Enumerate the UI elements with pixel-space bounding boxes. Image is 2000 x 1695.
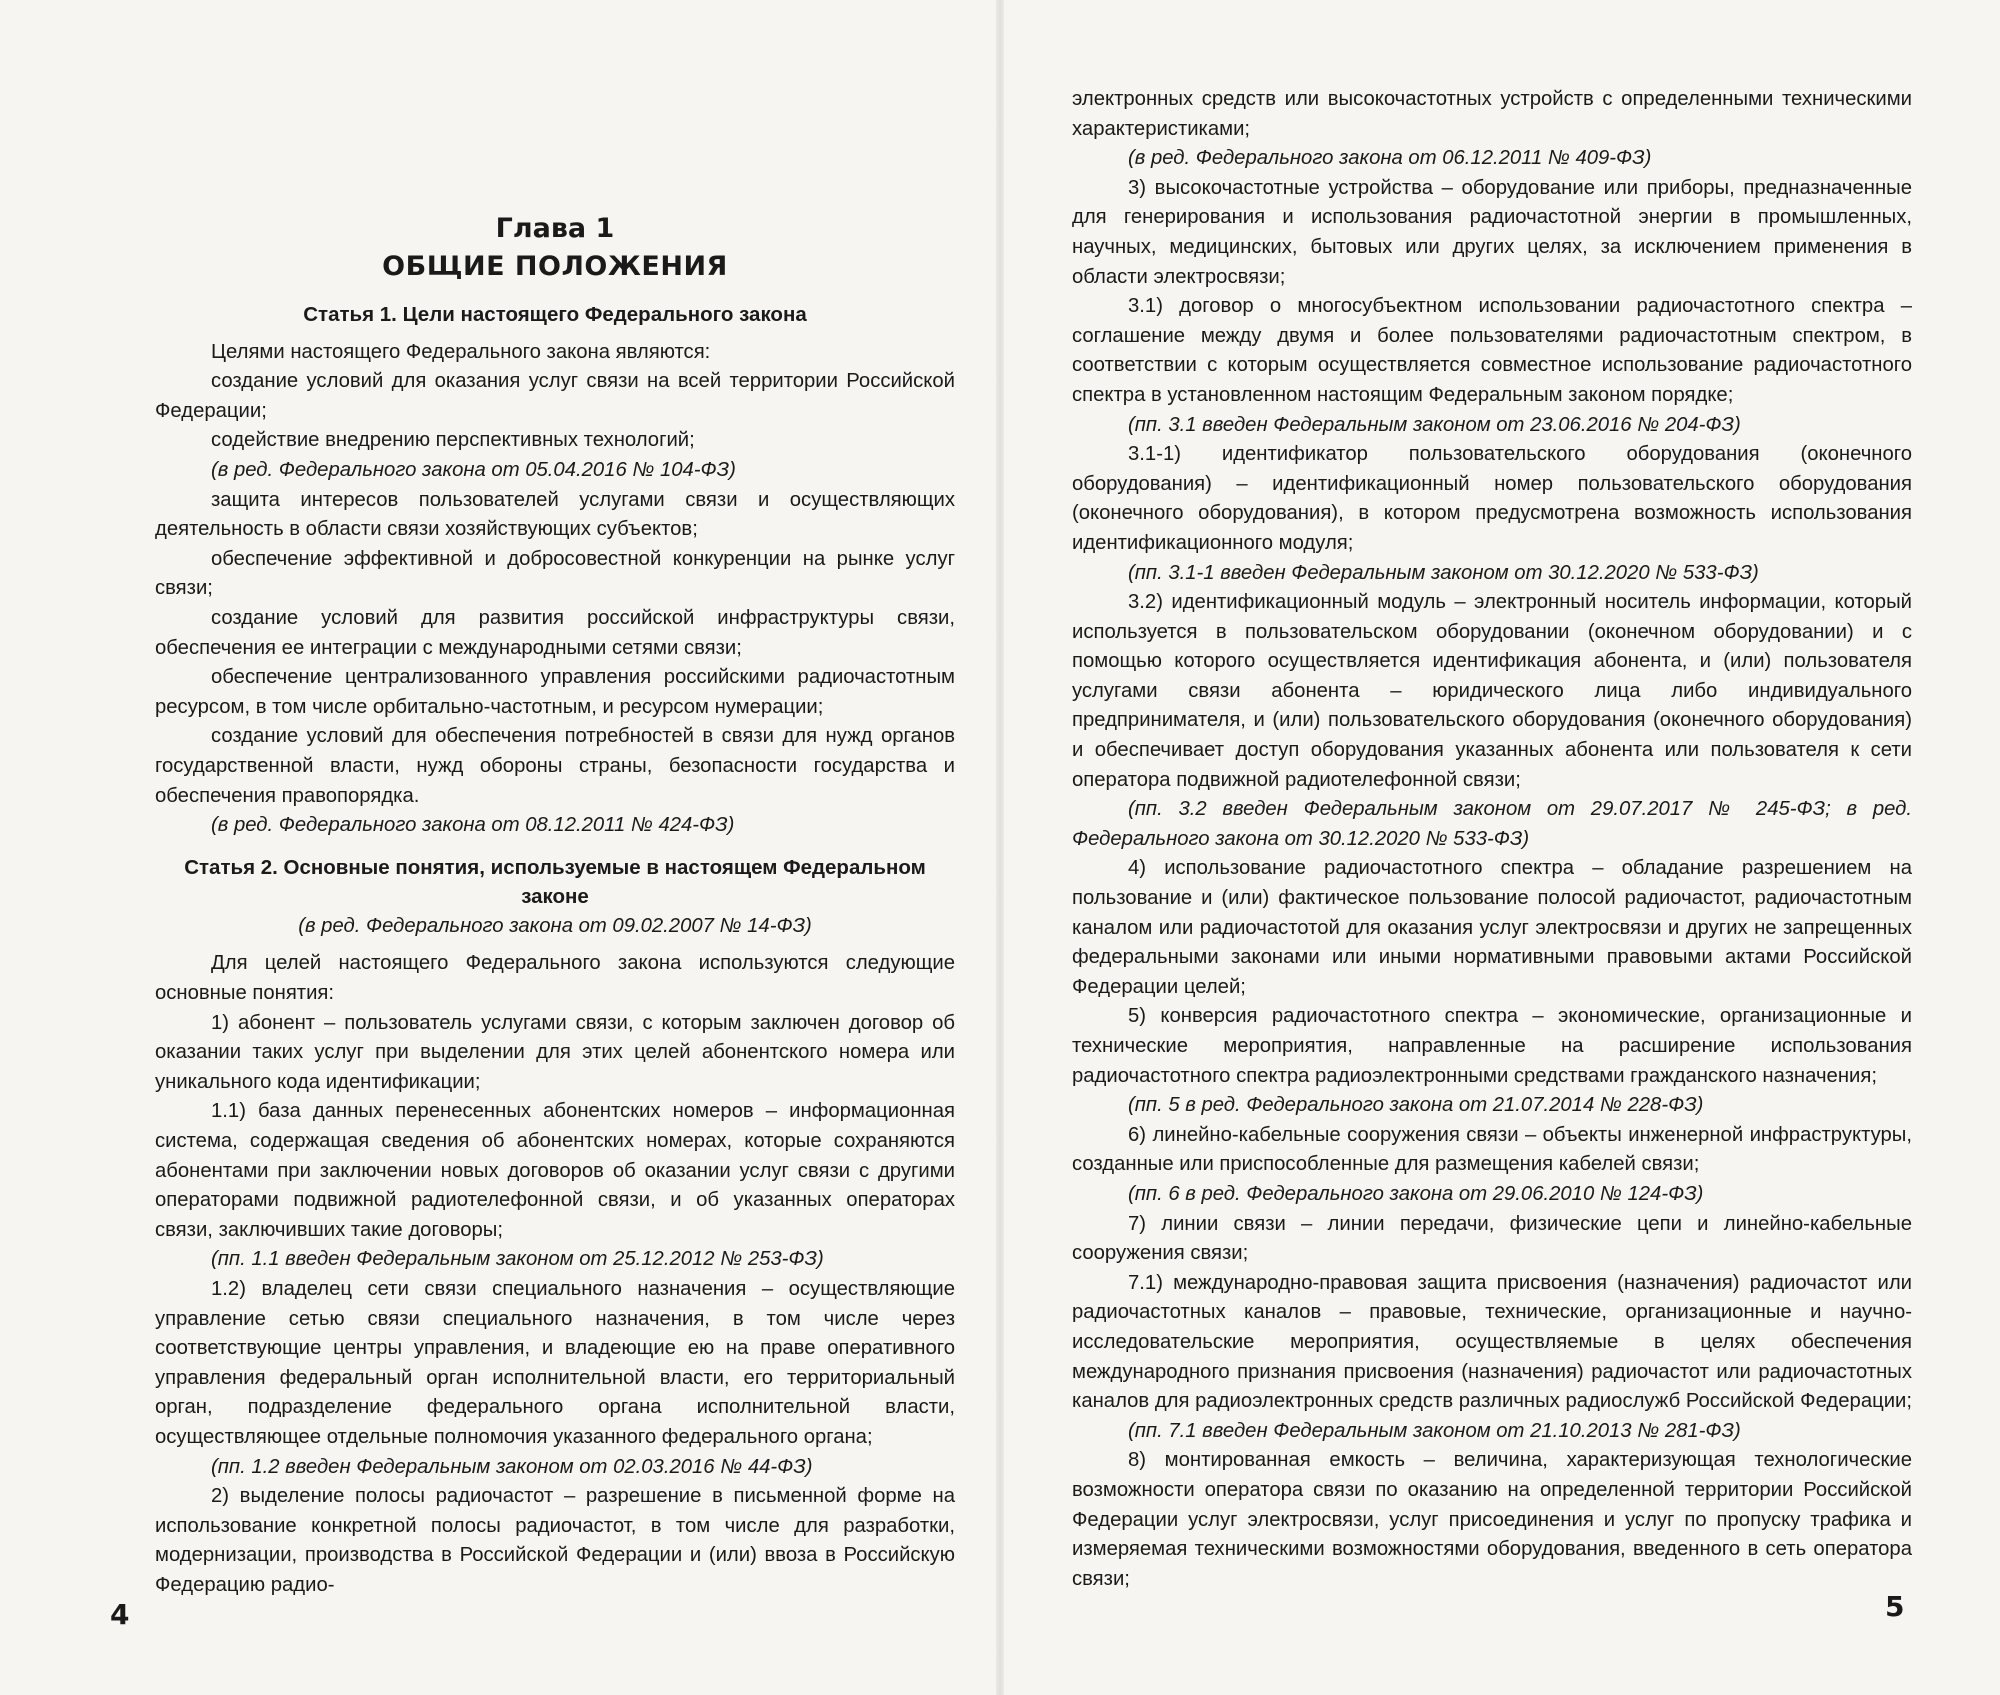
paragraph: 3.1-1) идентификатор пользовательского оборудования (оконечного оборудования) – идентификационный номер пользовательского оборудования (оконечного оборудования), в котором предусмотрена возможность использования идентификационного модуля;: [1072, 443, 1912, 554]
paragraph: обеспечение централизованного управления российскими радиочастотным ресурсом, в том числе орбитально-частотным, и ресурсом нумерации;: [155, 666, 955, 718]
amendment-note: (в ред. Федерального закона от 05.04.2016 № 104-ФЗ): [211, 458, 736, 481]
paragraph: содействие внедрению перспективных технологий;: [211, 429, 695, 452]
chapter-title: Глава 1: [495, 213, 615, 244]
amendment-note: (пп. 1.1 введен Федеральным законом от 25.12.2012 № 253-ФЗ): [211, 1248, 824, 1271]
paragraph: защита интересов пользователей услугами связи и осуществляющих деятельность в области связи хозяйствующих субъектов;: [155, 488, 955, 541]
amendment-note: (в ред. Федерального закона от 06.12.2011 № 409-ФЗ): [1128, 147, 1652, 170]
amendment-note: (пп. 7.1 введен Федеральным законом от 21.10.2013 № 281-ФЗ): [1128, 1419, 1741, 1442]
paragraph: 1) абонент – пользователь услугами связи, с которым заключен договор об оказании таких услуг при выделении для этих целей абонентского номера или уникального кода идентификации;: [155, 1011, 955, 1093]
amendment-note: (пп. 3.2 введен Федеральным законом от 29.07.2017 № 245-ФЗ; в ред. Федерального закона от 30.12.2020 № 533-ФЗ): [1072, 798, 1912, 850]
paragraph: Для целей настоящего Федерального закона используются следующие основные понятия:: [155, 952, 955, 1005]
paragraph: 1.2) владелец сети связи специального назначения – осуществляющие управление сетью связи специального назначения, в том числе через соответствующие центры управления, и владеющие ею на праве оперативного управления федеральный орган исполнительной власти, его территориальный орган, подразделение федерального органа исполнительной власти, осуществляющее отдельные полномочия указанного федерального органа;: [155, 1278, 955, 1448]
paragraph: 7) линии связи – линии передачи, физические цепи и линейно-кабельные сооружения связи;: [1072, 1212, 1912, 1265]
amendment-note: (пп. 1.2 введен Федеральным законом от 02.03.2016 № 44-ФЗ): [211, 1455, 813, 1478]
paragraph: Целями настоящего Федерального закона являются:: [211, 340, 711, 363]
paragraph: 5) конверсия радиочастотного спектра – экономические, организационные и технические мероприятия, направленные на расширение использования радиочастотного спектра радиоэлектронными средствами гражданского назначения;: [1072, 1005, 1912, 1087]
paragraph: 3.1) договор о многосубъектном использовании радиочастотного спектра – соглашение между двумя и более пользователями радиочастотным спектром, в соответствии с которым осуществляется совместное использование радиочастотного спектра в установленном настоящим Федеральным законом порядке;: [1072, 295, 1912, 406]
paragraph: 8) монтированная емкость – величина, характеризующая технологические возможности оператора связи по оказанию на определенной территории Российской Федерации услуг электросвязи, услуг присоединения и услуг по пропуску трафика и измеряемая техническими возможностями оборудования, введенного в сеть оператора связи;: [1072, 1449, 1912, 1590]
article-1-heading: Статья 1. Цели настоящего Федерального закона: [303, 303, 807, 326]
paragraph: 7.1) международно-правовая защита присвоения (назначения) радиочастот или радиочастотных каналов – правовые, технические, организационные и научно-исследовательские мероприятия, осуществляемые в целях обеспечения международного признания присвоения (назначения) радиочастот или радиочастотных каналов для радиоэлектронных средств различных радиослужб Российской Федерации;: [1072, 1271, 1913, 1413]
page-number-left: 4: [110, 1598, 130, 1631]
paragraph: 3) высокочастотные устройства – оборудование или приборы, предназначенные для генерирования и использования радиочастотной энергии в промышленных, научных, медицинских, бытовых или других целях, за исключением применения в области электросвязи;: [1072, 176, 1912, 288]
paragraph: 3.2) идентификационный модуль – электронный носитель информации, который используется в пользовательском оборудовании (оконечном оборудовании) и с помощью которого осуществляется идентификация абонента, и (или) пользователя услугами связи абонента – юридического лица либо индивидуального предпринимателя, и (или) пользовательского оборудования (оконечного оборудования) и обеспечивает доступ оборудования указанных абонента или пользователя к сети оператора подвижной радиотелефонной связи;: [1072, 591, 1912, 791]
paragraph: создание условий для оказания услуг связи на всей территории Российской Федерации;: [155, 370, 955, 422]
paragraph: 2) выделение полосы радиочастот – разрешение в письменной форме на использование конкретной полосы радиочастот, в том числе для разработки, модернизации, производства в Российской Федерации и (или) ввоза в Российскую Федерацию радио-: [155, 1485, 955, 1596]
right-page: [1000, 0, 2000, 1695]
paragraph: создание условий для развития российской инфраструктуры связи, обеспечения ее интеграции с международными сетями связи;: [155, 606, 955, 659]
amendment-note: (пп. 3.1-1 введен Федеральным законом от 30.12.2020 № 533-ФЗ): [1128, 561, 1759, 584]
page-number-right: 5: [1885, 1590, 1905, 1623]
paragraph: 4) использование радиочастотного спектра – обладание разрешением на пользование и (или) фактическое пользование полосой радиочастот, радиочастотным каналом или радиочастотой для оказания услуг электросвязи и других не запрещенных федеральными законами или иными нормативными правовыми актами Российской Федерации целей;: [1072, 857, 1912, 998]
paragraph: 1.1) база данных перенесенных абонентских номеров – информационная система, содержащая сведения об абонентских номерах, которые сохраняются абонентами при заключении новых договоров об оказании услуг связи с другими операторами подвижной радиотелефонной связи, и об указанных операторах связи, заключивших такие договоры;: [155, 1100, 955, 1241]
paragraph: 6) линейно-кабельные сооружения связи – объекты инженерной инфраструктуры, созданные или приспособленные для размещения кабелей связи;: [1072, 1123, 1912, 1176]
article-2-heading-line1: Статья 2. Основные понятия, используемые в настоящем Федеральном: [184, 855, 926, 879]
amendment-note: (пп. 3.1 введен Федеральным законом от 23.06.2016 № 204-ФЗ): [1128, 413, 1741, 436]
article-2-amendment: (в ред. Федерального закона от 09.02.2007 № 14-ФЗ): [298, 914, 812, 937]
amendment-note: (пп. 5 в ред. Федерального закона от 21.07.2014 № 228-ФЗ): [1128, 1094, 1704, 1117]
amendment-note: (в ред. Федерального закона от 08.12.2011 № 424-ФЗ): [211, 814, 735, 837]
paragraph: создание условий для обеспечения потребностей в связи для нужд органов государственной власти, нужд обороны страны, безопасности государства и обеспечения правопорядка.: [155, 725, 955, 807]
amendment-note: (пп. 6 в ред. Федерального закона от 29.06.2010 № 124-ФЗ): [1128, 1182, 1704, 1205]
paragraph: электронных средств или высокочастотных устройств с определенными техническими характеристиками;: [1072, 88, 1912, 140]
article-2-heading-line2: законе: [521, 885, 589, 909]
chapter-subtitle: ОБЩИЕ ПОЛОЖЕНИЯ: [382, 251, 728, 282]
paragraph: обеспечение эффективной и добросовестной конкуренции на рынке услуг связи;: [155, 547, 955, 600]
